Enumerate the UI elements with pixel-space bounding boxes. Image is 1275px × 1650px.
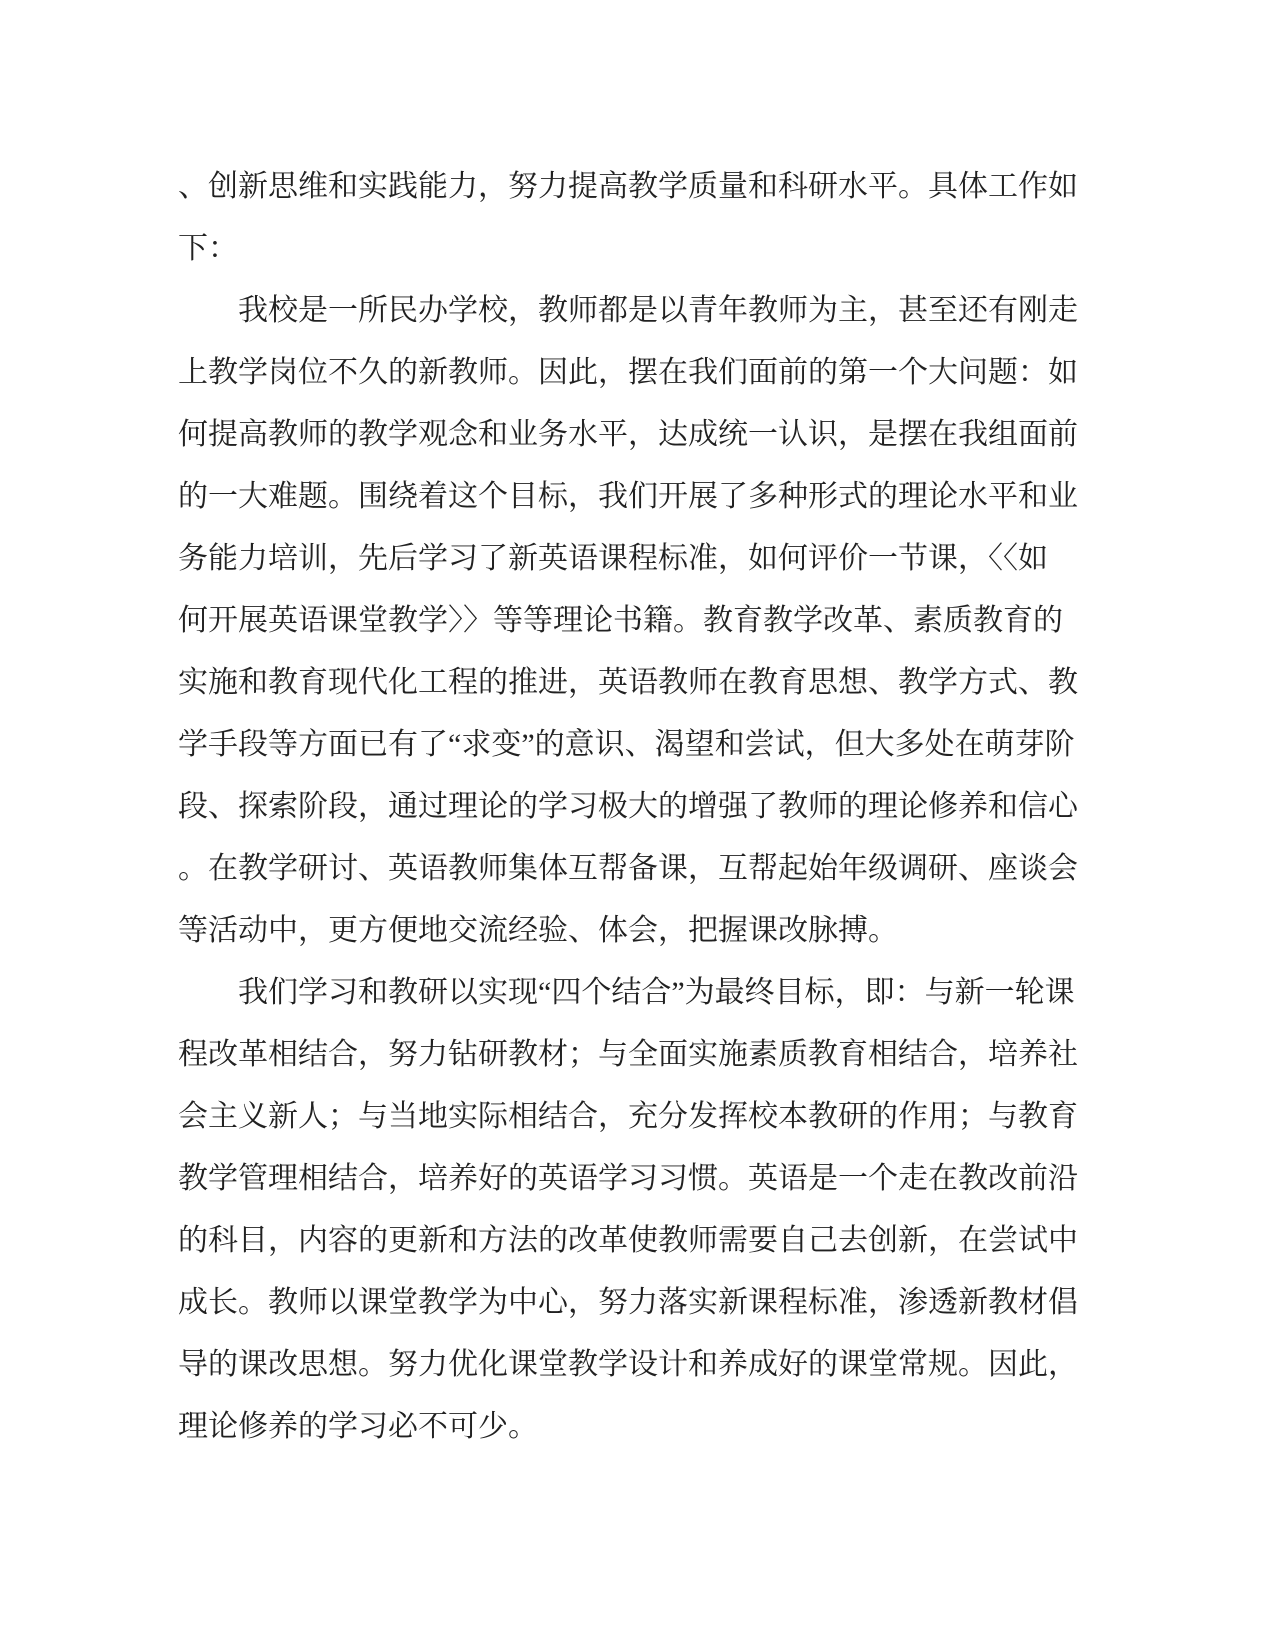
paragraph-continuation (178, 156, 1104, 280)
text-line: 学手段等方面已有了“求变”的意识、渴望和尝试，但大多处在萌芽阶 (178, 728, 1075, 761)
paragraph-school-overview (178, 280, 1104, 962)
paragraph-four-combinations (178, 962, 1104, 1458)
text-line: 、创新思维和实践能力，努力提高教学质量和科研水平。具体工作如 (178, 170, 1078, 203)
text-line: 下： (178, 232, 238, 265)
text-line: 理论修养的学习必不可少。 (178, 1410, 538, 1443)
text-line: 务能力培训，先后学习了新英语课程标准，如何评价一节课，〈〈如 (178, 542, 1048, 575)
text-line: 何开展英语课堂教学〉〉等等理论书籍。教育教学改革、素质教育的 (178, 604, 1063, 637)
text-line: 教学管理相结合，培养好的英语学习习惯。英语是一个走在教改前沿 (178, 1162, 1078, 1195)
text-line: 。在教学研讨、英语教师集体互帮备课，互帮起始年级调研、座谈会 (178, 852, 1078, 885)
text-line: 程改革相结合，努力钻研教材；与全面实施素质教育相结合，培养社 (178, 1038, 1078, 1071)
text-line: 上教学岗位不久的新教师。因此，摆在我们面前的第一个大问题：如 (178, 356, 1078, 389)
text-line: 我们学习和教研以实现“四个结合”为最终目标，即：与新一轮课 (178, 976, 1075, 1009)
text-line: 实施和教育现代化工程的推进，英语教师在教育思想、教学方式、教 (178, 666, 1078, 699)
text-line: 会主义新人；与当地实际相结合，充分发挥校本教研的作用；与教育 (178, 1100, 1078, 1133)
text-line: 段、探索阶段，通过理论的学习极大的增强了教师的理论修养和信心 (178, 790, 1078, 823)
text-line: 导的课改思想。努力优化课堂教学设计和养成好的课堂常规。因此， (178, 1348, 1078, 1381)
text-line: 何提高教师的教学观念和业务水平，达成统一认识，是摆在我组面前 (178, 418, 1078, 451)
text-line: 的一大难题。围绕着这个目标，我们开展了多种形式的理论水平和业 (178, 480, 1078, 513)
text-line: 成长。教师以课堂教学为中心，努力落实新课程标准，渗透新教材倡 (178, 1286, 1078, 1319)
text-line: 的科目，内容的更新和方法的改革使教师需要自己去创新，在尝试中 (178, 1224, 1078, 1257)
document-body (178, 156, 1104, 1458)
text-line: 等活动中，更方便地交流经验、体会，把握课改脉搏。 (178, 914, 898, 947)
text-line: 我校是一所民办学校，教师都是以青年教师为主，甚至还有刚走 (178, 294, 1078, 327)
